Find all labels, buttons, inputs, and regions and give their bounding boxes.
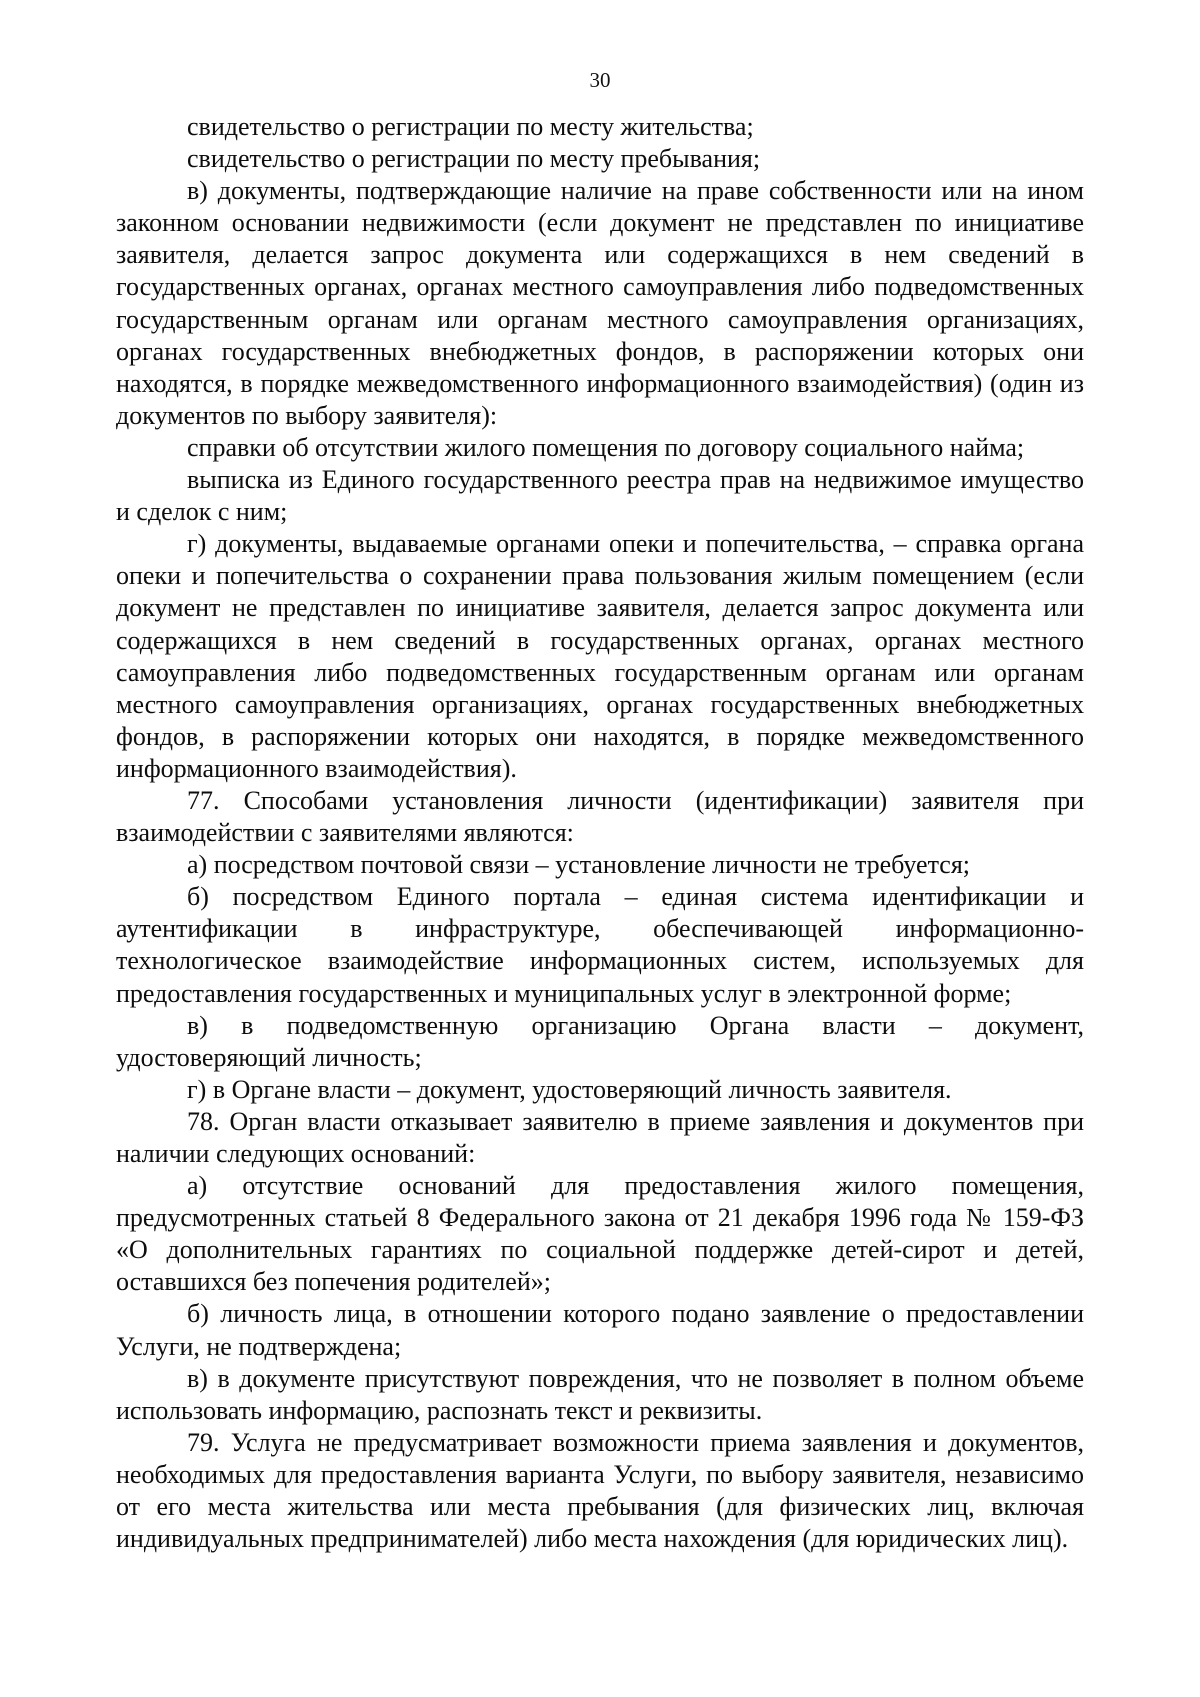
paragraph: в) в документе присутствуют повреждения, что не позволяет в полном объеме использовать информацию, распознать текст и реквизиты.: [116, 1363, 1084, 1425]
paragraph: в) в подведомственную организацию Органа власти – документ, удостоверяющий личность;: [116, 1010, 1084, 1072]
paragraph: 78. Орган власти отказывает заявителю в приеме заявления и документов при наличии следующих оснований:: [116, 1106, 1084, 1168]
paragraph: 79. Услуга не предусматривает возможности приема заявления и документов, необходимых для предоставления варианта Услуги, по выбору заявителя, независимо от его места жительства или места пребывания (для физических лиц, включая индивидуальных предпринимателей) либо места нахождения (для юридических лиц).: [116, 1427, 1084, 1554]
document-body: [116, 111, 1084, 1555]
paragraph: в) документы, подтверждающие наличие на праве собственности или на ином законном основании недвижимости (если документ не представлен по инициативе заявителя, делается запрос документа или содержащихся в нем сведений в государственных органах, органах местного самоуправления либо подведомственных государственным органам или органам местного самоуправления организациях, органах государственных внебюджетных фондов, в распоряжении которых они находятся, в порядке межведомственного информационного взаимодействия) (один из документов по выбору заявителя):: [116, 176, 1084, 430]
paragraph: а) посредством почтовой связи – установление личности не требуется;: [187, 850, 970, 880]
paragraph: а) отсутствие оснований для предоставления жилого помещения, предусмотренных статьей 8 Федерального закона от 21 декабря 1996 года № 159-ФЗ «О дополнительных гарантиях по социальной поддержке детей-сирот и детей, оставшихся без попечения родителей»;: [116, 1171, 1084, 1297]
paragraph: свидетельство о регистрации по месту жительства;: [187, 112, 754, 141]
paragraph: выписка из Единого государственного реестра прав на недвижимое имущество и сделок с ним;: [116, 465, 1084, 527]
paragraph: 77. Способами установления личности (идентификации) заявителя при взаимодействии с заявителями являются:: [116, 785, 1084, 848]
paragraph: г) документы, выдаваемые органами опеки и попечительства, – справка органа опеки и попечительства о сохранении права пользования жилым помещением (если документ не представлен по инициативе заявителя, делается запрос документа или содержащихся в нем сведений в государственных органах, органах местного самоуправления либо подведомственных государственным органам или органам местного самоуправления организациях, органах государственных внебюджетных фондов, в распоряжении которых они находятся, в порядке межведомственного информационного взаимодействия).: [116, 529, 1084, 783]
paragraph: б) посредством Единого портала – единая система идентификации и аутентификации в инфраструктуре, обеспечивающей информационно-технологическое взаимодействие информационных систем, используемых для предоставления государственных и муниципальных услуг в электронной форме;: [116, 882, 1084, 1008]
page-number: 30: [589, 68, 611, 92]
paragraph: справки об отсутствии жилого помещения по договору социального найма;: [187, 432, 1025, 462]
paragraph: б) личность лица, в отношении которого подано заявление о предоставлении Услуги, не подтверждена;: [116, 1299, 1084, 1361]
paragraph: г) в Органе власти – документ, удостоверяющий личность заявителя.: [187, 1074, 952, 1104]
paragraph: свидетельство о регистрации по месту пребывания;: [187, 144, 761, 174]
